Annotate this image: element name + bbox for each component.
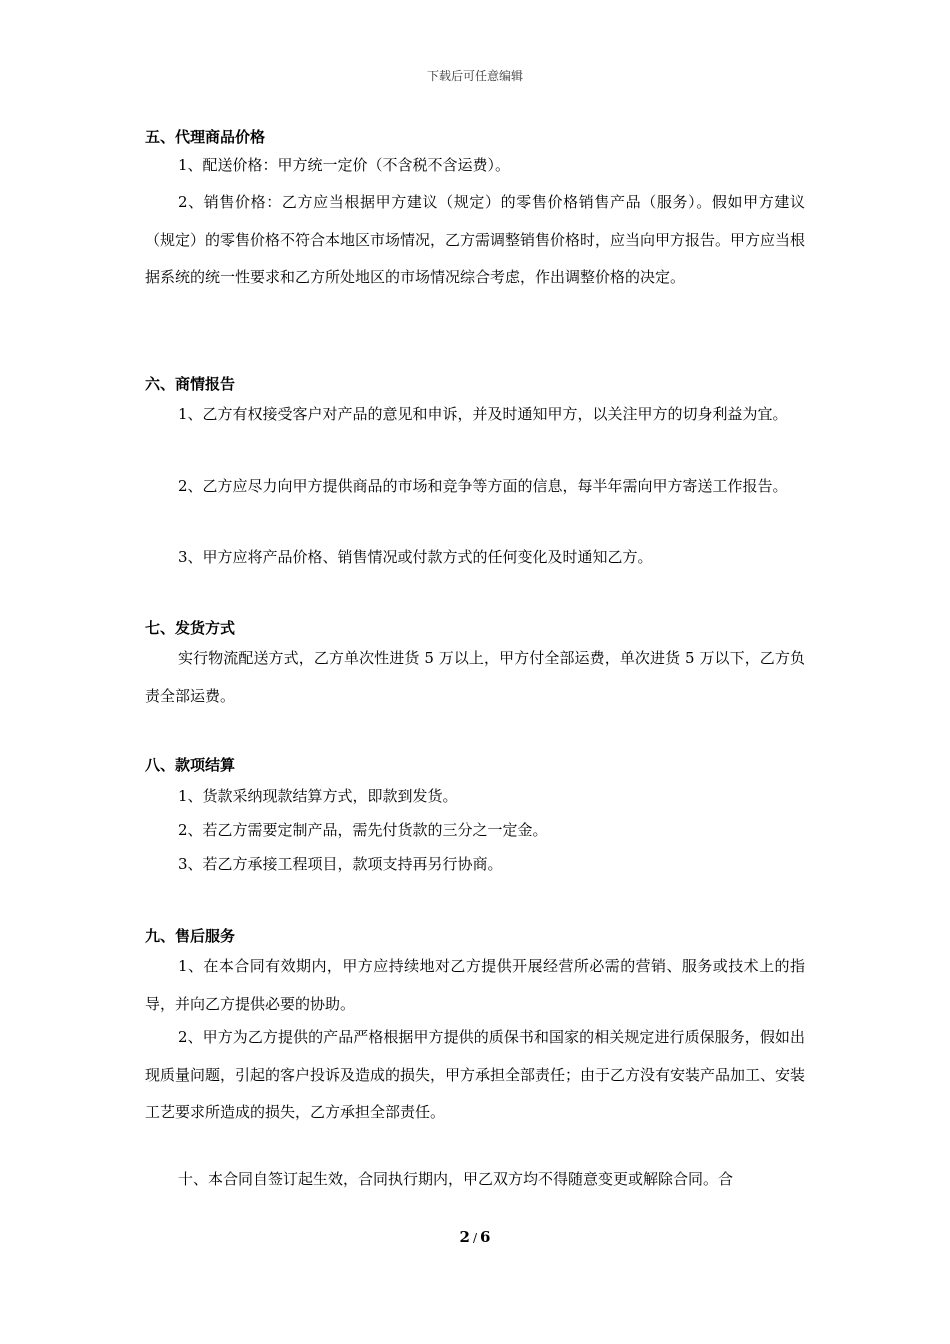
- section-heading: 六、商情报告: [145, 375, 236, 393]
- paragraph: 3、若乙方承接工程项目，款项支持再另行协商。: [178, 855, 503, 873]
- paragraph: 1、在本合同有效期内，甲方应持续地对乙方提供开展经营所必需的营销、服务或技术上的指导，并向乙方提供必要的协助。: [145, 957, 805, 1013]
- paragraph: 2、甲方为乙方提供的产品严格根据甲方提供的质保书和国家的相关规定进行质保服务，假如出现质量问题，引起的客户投诉及造成的损失，甲方承担全部责任；由于乙方没有安装产品加工、安装工艺要求所造成的损失，乙方承担全部责任。: [145, 1028, 806, 1121]
- section-heading: 七、发货方式: [145, 619, 236, 637]
- paragraph: 1、配送价格：甲方统一定价（不含税不含运费）。: [178, 156, 511, 174]
- paragraph: 1、乙方有权接受客户对产品的意见和申诉，并及时通知甲方，以关注甲方的切身利益为宜。: [178, 405, 788, 423]
- section-heading: 九、售后服务: [145, 927, 236, 945]
- section-heading: 八、款项结算: [145, 756, 236, 774]
- total-pages: 6: [480, 1228, 491, 1246]
- paragraph: 2、若乙方需要定制产品，需先付货款的三分之一定金。: [178, 821, 548, 839]
- current-page: 2: [459, 1228, 470, 1246]
- page-separator: /: [472, 1231, 478, 1245]
- closing-paragraph: 十、本合同自签订起生效，合同执行期内，甲乙双方均不得随意变更或解除合同。合: [178, 1170, 734, 1188]
- paragraph: 3、甲方应将产品价格、销售情况或付款方式的任何变化及时通知乙方。: [178, 548, 653, 566]
- page-number: [0, 1228, 950, 1246]
- paragraph: 1、货款采纳现款结算方式，即款到发货。: [178, 787, 458, 805]
- paragraph: 实行物流配送方式，乙方单次性进货 5 万以上，甲方付全部运费，单次进货 5 万以下，乙方负责全部运费。: [145, 649, 805, 705]
- section-heading: 五、代理商品价格: [145, 128, 266, 146]
- page-header: 下载后可任意编辑: [426, 69, 523, 83]
- paragraph: 2、销售价格：乙方应当根据甲方建议（规定）的零售价格销售产品（服务）。假如甲方建议（规定）的零售价格不符合本地区市场情况，乙方需调整销售价格时，应当向甲方报告。甲方应当根据系统的统一性要求和乙方所处地区的市场情况综合考虑，作出调整价格的决定。: [145, 193, 806, 286]
- paragraph: 2、乙方应尽力向甲方提供商品的市场和竞争等方面的信息，每半年需向甲方寄送工作报告。: [178, 477, 788, 495]
